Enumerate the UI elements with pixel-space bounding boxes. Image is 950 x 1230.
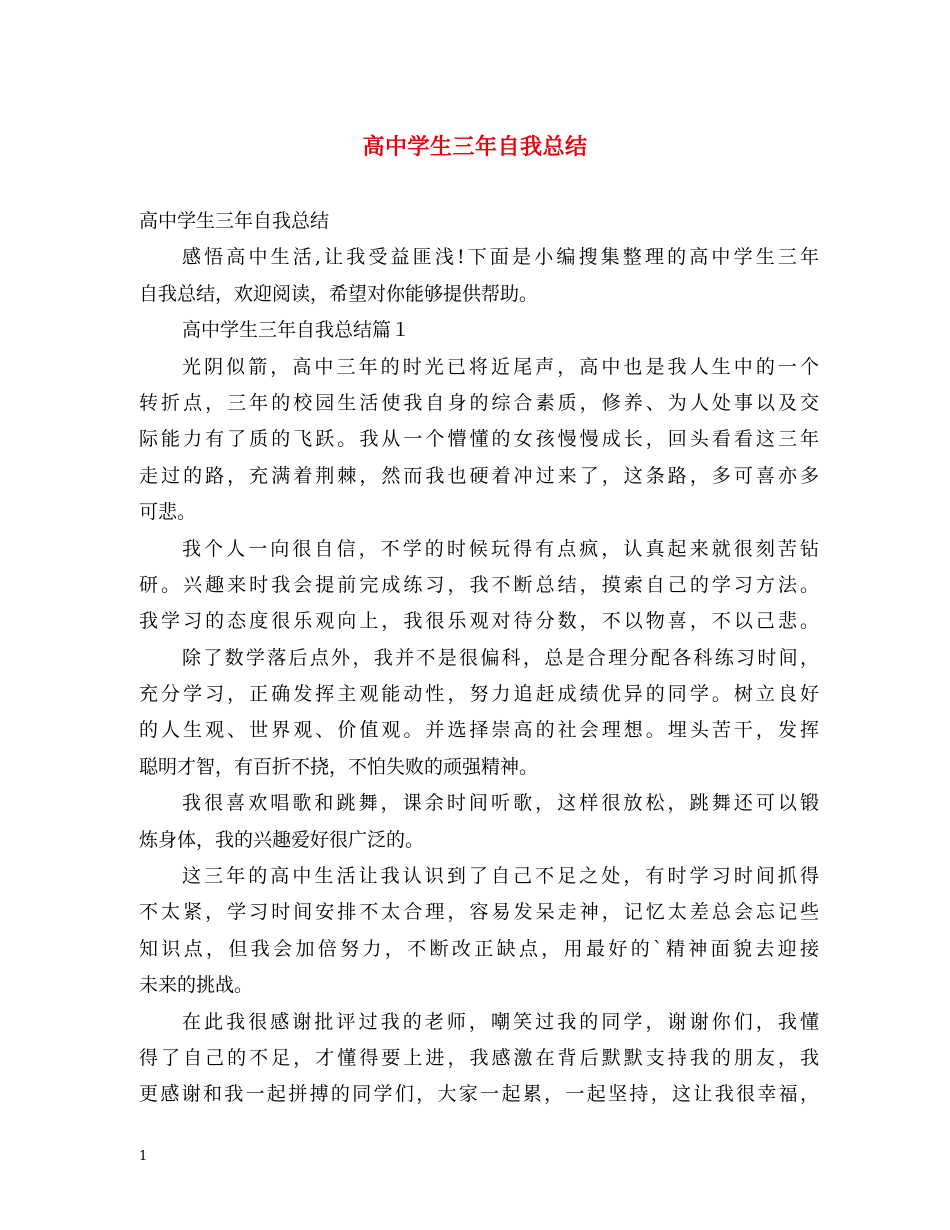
- paragraph-line: 不太紧，学习时间安排不太合理，容易发呆走神，记忆太差总会忘记些: [139, 901, 819, 924]
- section-heading: 高中学生三年自我总结篇１: [182, 319, 411, 342]
- paragraph-line: 除了数学落后点外，我并不是很偏科，总是合理分配各科练习时间，: [182, 646, 819, 669]
- document-title: 高中学生三年自我总结: [362, 134, 588, 160]
- page-number: 1: [139, 1149, 148, 1164]
- paragraph-line: 我个人一向很自信，不学的时候玩得有点疯，认真起来就很刻苦钻: [182, 537, 819, 560]
- paragraph-line: 知识点，但我会加倍努力，不断改正缺点，用最好的`精神面貌去迎接: [139, 937, 819, 960]
- paragraph-line: 聪明才智，有百折不挠，不怕失败的顽强精神。: [139, 755, 539, 778]
- paragraph-line: 未来的挑战。: [139, 974, 254, 997]
- paragraph-line: 光阴似箭，高中三年的时光已将近尾声，高中也是我人生中的一个: [182, 355, 819, 378]
- paragraph-line: 充分学习，正确发挥主观能动性，努力追赶成绩优异的同学。树立良好: [139, 683, 819, 706]
- paragraph-line: 研。兴趣来时我会提前完成练习，我不断总结，摸索自己的学习方法。: [139, 573, 819, 596]
- paragraph-line: 在此我很感谢批评过我的老师，嘲笑过我的同学，谢谢你们，我懂: [182, 1010, 819, 1033]
- paragraph-line: 更感谢和我一起拼搏的同学们，大家一起累，一起坚持，这让我很幸福，: [139, 1083, 819, 1106]
- paragraph-line: 我很喜欢唱歌和跳舞，课余时间听歌，这样很放松，跳舞还可以锻: [182, 792, 819, 815]
- paragraph-line: 际能力有了质的飞跃。我从一个懵懂的女孩慢慢成长，回头看看这三年: [139, 428, 819, 451]
- intro-line: 自我总结，欢迎阅读，希望对你能够提供帮助。: [139, 282, 539, 305]
- document-body: [139, 203, 819, 1113]
- paragraph-line: 得了自己的不足，才懂得要上进，我感激在背后默默支持我的朋友，我: [139, 1046, 819, 1069]
- paragraph-line: 这三年的高中生活让我认识到了自己不足之处，有时学习时间抓得: [182, 865, 819, 888]
- paragraph-line: 可悲。: [139, 501, 197, 524]
- paragraph-line: 转折点，三年的校园生活使我自身的综合素质，修养、为人处事以及交: [139, 391, 819, 414]
- paragraph-line: 的人生观、世界观、价值观。并选择崇高的社会理想。埋头苦干，发挥: [139, 719, 819, 742]
- paragraph-line: 我学习的态度很乐观向上，我很乐观对待分数，不以物喜，不以己悲。: [139, 610, 819, 633]
- paragraph-line: 炼身体，我的兴趣爱好很广泛的。: [139, 828, 425, 851]
- paragraph-line: 走过的路，充满着荆棘，然而我也硬着冲过来了，这条路，多可喜亦多: [139, 464, 819, 487]
- intro-line: 感悟高中生活,让我受益匪浅!下面是小编搜集整理的高中学生三年: [182, 246, 819, 269]
- body-heading: 高中学生三年自我总结: [139, 210, 330, 232]
